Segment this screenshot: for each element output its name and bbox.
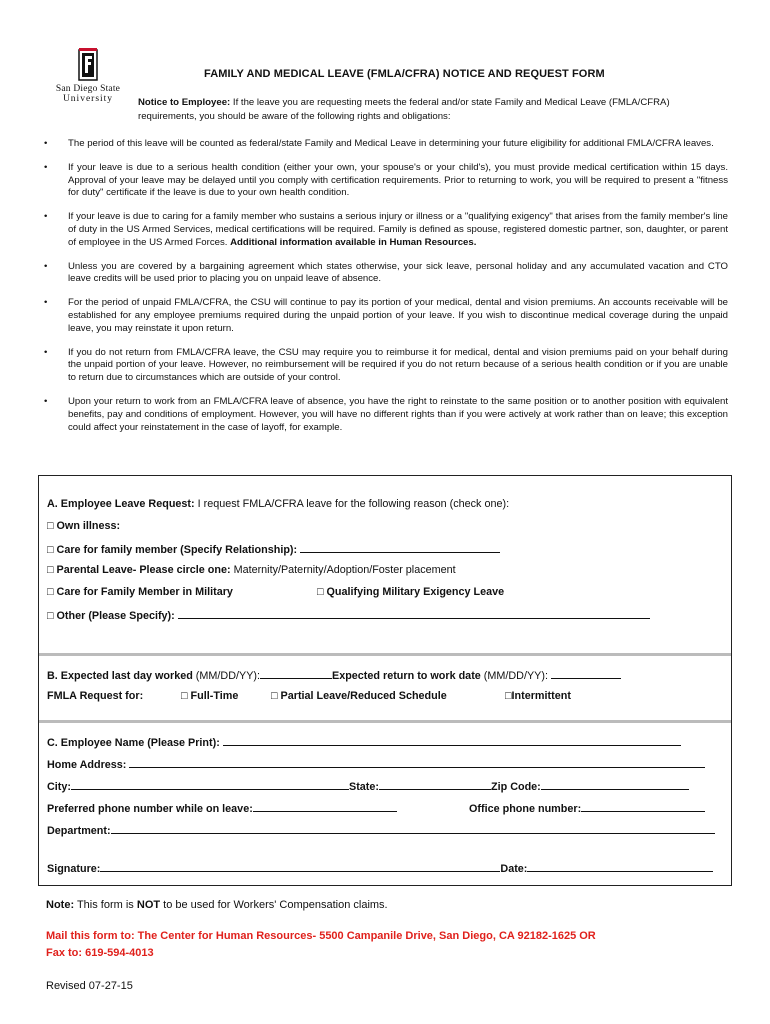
office-phone-row: Office phone number:	[469, 801, 705, 815]
note-text: Note: This form is NOT to be used for Workers' Compensation claims.	[46, 899, 388, 911]
list-item: • For the period of unpaid FMLA/CFRA, the CSU will continue to pay its portion of your medical, dental and vision premiums. An accounts receivable will be established for any employee premiums required during the unpaid portion of your leave. If you wish to discontinue medical coverage during the unpaid leave, you may reinstate it upon return.	[44, 297, 728, 334]
checkbox-icon[interactable]: □	[47, 520, 54, 532]
fax-number: Fax to: 619-594-4013	[46, 947, 154, 959]
list-item: • Upon your return to work from an FMLA/CFRA leave of absence, you have the right to reinstate to the same position or to another position with equivalent benefits, pay and conditions of employment. However, you will have no different rights than if you were actively at work rather than on leave; this exception could affect your reinstatement in the case of layoff, for example.	[44, 395, 728, 433]
partial-leave-option[interactable]: □ Partial Leave/Reduced Schedule	[271, 690, 447, 702]
employee-name-field[interactable]	[223, 735, 681, 746]
date-field[interactable]	[527, 861, 713, 872]
phone-row: Preferred phone number while on leave:	[47, 801, 397, 815]
exigency-option[interactable]: □ Qualifying Military Exigency Leave	[317, 586, 505, 598]
city-field[interactable]	[71, 779, 349, 790]
zip-field[interactable]	[541, 779, 689, 790]
revision-date: Revised 07-27-15	[46, 980, 133, 992]
logo-line2: University	[62, 94, 114, 104]
last-day-field[interactable]	[260, 668, 332, 679]
checkbox-icon[interactable]: □	[271, 690, 278, 702]
list-item: • Unless you are covered by a bargaining agreement which states otherwise, your sick leave, personal holiday and any accumulated vacation and CTO leave credits will be used prior to placing you on unpaid leave of absence.	[44, 260, 728, 285]
notice-paragraph	[138, 96, 723, 124]
rights-list	[38, 138, 728, 445]
home-address-row: Home Address:	[47, 757, 705, 771]
checkbox-icon[interactable]: □	[47, 586, 54, 598]
checkbox-icon[interactable]: □	[47, 564, 54, 576]
section-a-header: A. Employee Leave Request: I request FMLA/CFRA leave for the following reason (check one):	[47, 498, 510, 510]
home-address-field[interactable]	[129, 757, 705, 768]
leave-phone-field[interactable]	[253, 801, 397, 812]
employee-name-row: C. Employee Name (Please Print):	[47, 735, 681, 749]
checkbox-icon[interactable]: □	[181, 690, 188, 702]
other-specify-field[interactable]	[178, 608, 650, 619]
office-phone-field[interactable]	[581, 801, 705, 812]
list-item: • If your leave is due to caring for a family member who sustains a serious injury or illness or a "qualifying exigency" that arises from the family member's line of duty in the US Armed Services, medical certifications will be required. Family is defined as spouse, registered domestic partner, son, daughter, or parent of employee in the US Armed Forces. Additional information available in Human Resources.	[44, 211, 728, 248]
list-item: • If your leave is due to a serious health condition (either your own, your spouse's or your child's), you must provide medical certification within 15 days. Approval of your leave may be delayed until you comply with certification requirements. Prior to returning to work, you will be required to present a "fitness for duty" certificate if the leave is due to your own health condition.	[44, 161, 728, 199]
tower-icon	[73, 48, 103, 82]
checkbox-icon[interactable]: □	[47, 610, 54, 622]
own-illness-option[interactable]: □ Own illness:	[47, 520, 121, 532]
list-item: • The period of this leave will be counted as federal/state Family and Medical Leave in determining your future eligibility for additional FMLA/CFRA leaves.	[44, 138, 714, 149]
notice-text: If the leave you are requesting meets the federal and/or state Family and Medical Leave (FMLA/CFRA) requirements, you should be aware of the following rights and obligations:	[138, 97, 670, 122]
fmla-request-label: FMLA Request for:	[47, 690, 144, 702]
checkbox-icon[interactable]: □	[47, 544, 54, 556]
intermittent-option[interactable]: □Intermittent	[505, 690, 571, 702]
state-field[interactable]	[379, 779, 491, 790]
mail-address: Mail this form to: The Center for Human Resources- 5500 Campanile Drive, San Diego, CA 92182-1625 OR	[46, 930, 596, 942]
full-time-option[interactable]: □ Full-Time	[181, 690, 239, 702]
city-state-zip-row: City: State: Zip Code:	[47, 779, 689, 793]
signature-row: Signature: Date:	[47, 861, 713, 875]
section-divider	[39, 653, 731, 656]
family-care-option[interactable]: □ Care for family member (Specify Relationship):	[47, 542, 500, 556]
form-title: FAMILY AND MEDICAL LEAVE (FMLA/CFRA) NOTICE AND REQUEST FORM	[204, 68, 605, 80]
checkbox-icon[interactable]: □	[505, 690, 512, 702]
mail-instructions	[46, 928, 596, 962]
department-field[interactable]	[111, 823, 715, 834]
department-row: Department:	[47, 823, 715, 837]
section-divider	[39, 720, 731, 723]
other-option[interactable]: □ Other (Please Specify):	[47, 608, 650, 622]
relationship-field[interactable]	[300, 542, 500, 553]
return-date-field[interactable]	[551, 668, 621, 679]
signature-field[interactable]	[100, 861, 500, 872]
request-form-box	[38, 475, 732, 886]
list-item: • If you do not return from FMLA/CFRA leave, the CSU may require you to reimburse it for medical, dental and vision premiums paid on your behalf during the unpaid portion of your leave. However, no reimbursement will be required if you do not return because of a serious health condition or if you are unable to return due to circumstances which are outside of your control.	[44, 346, 728, 384]
sdsu-logo	[52, 48, 124, 104]
military-care-option[interactable]: □ Care for Family Member in Military	[47, 586, 233, 598]
parental-leave-option[interactable]: □ Parental Leave- Please circle one: Maternity/Paternity/Adoption/Foster placement	[47, 564, 456, 576]
logo-line1: San Diego State	[55, 84, 121, 94]
notice-label: Notice to Employee:	[138, 97, 231, 108]
checkbox-icon[interactable]: □	[317, 586, 324, 598]
last-day-worked: B. Expected last day worked (MM/DD/YY): Expected return to work date (MM/DD/YY):	[47, 668, 621, 682]
